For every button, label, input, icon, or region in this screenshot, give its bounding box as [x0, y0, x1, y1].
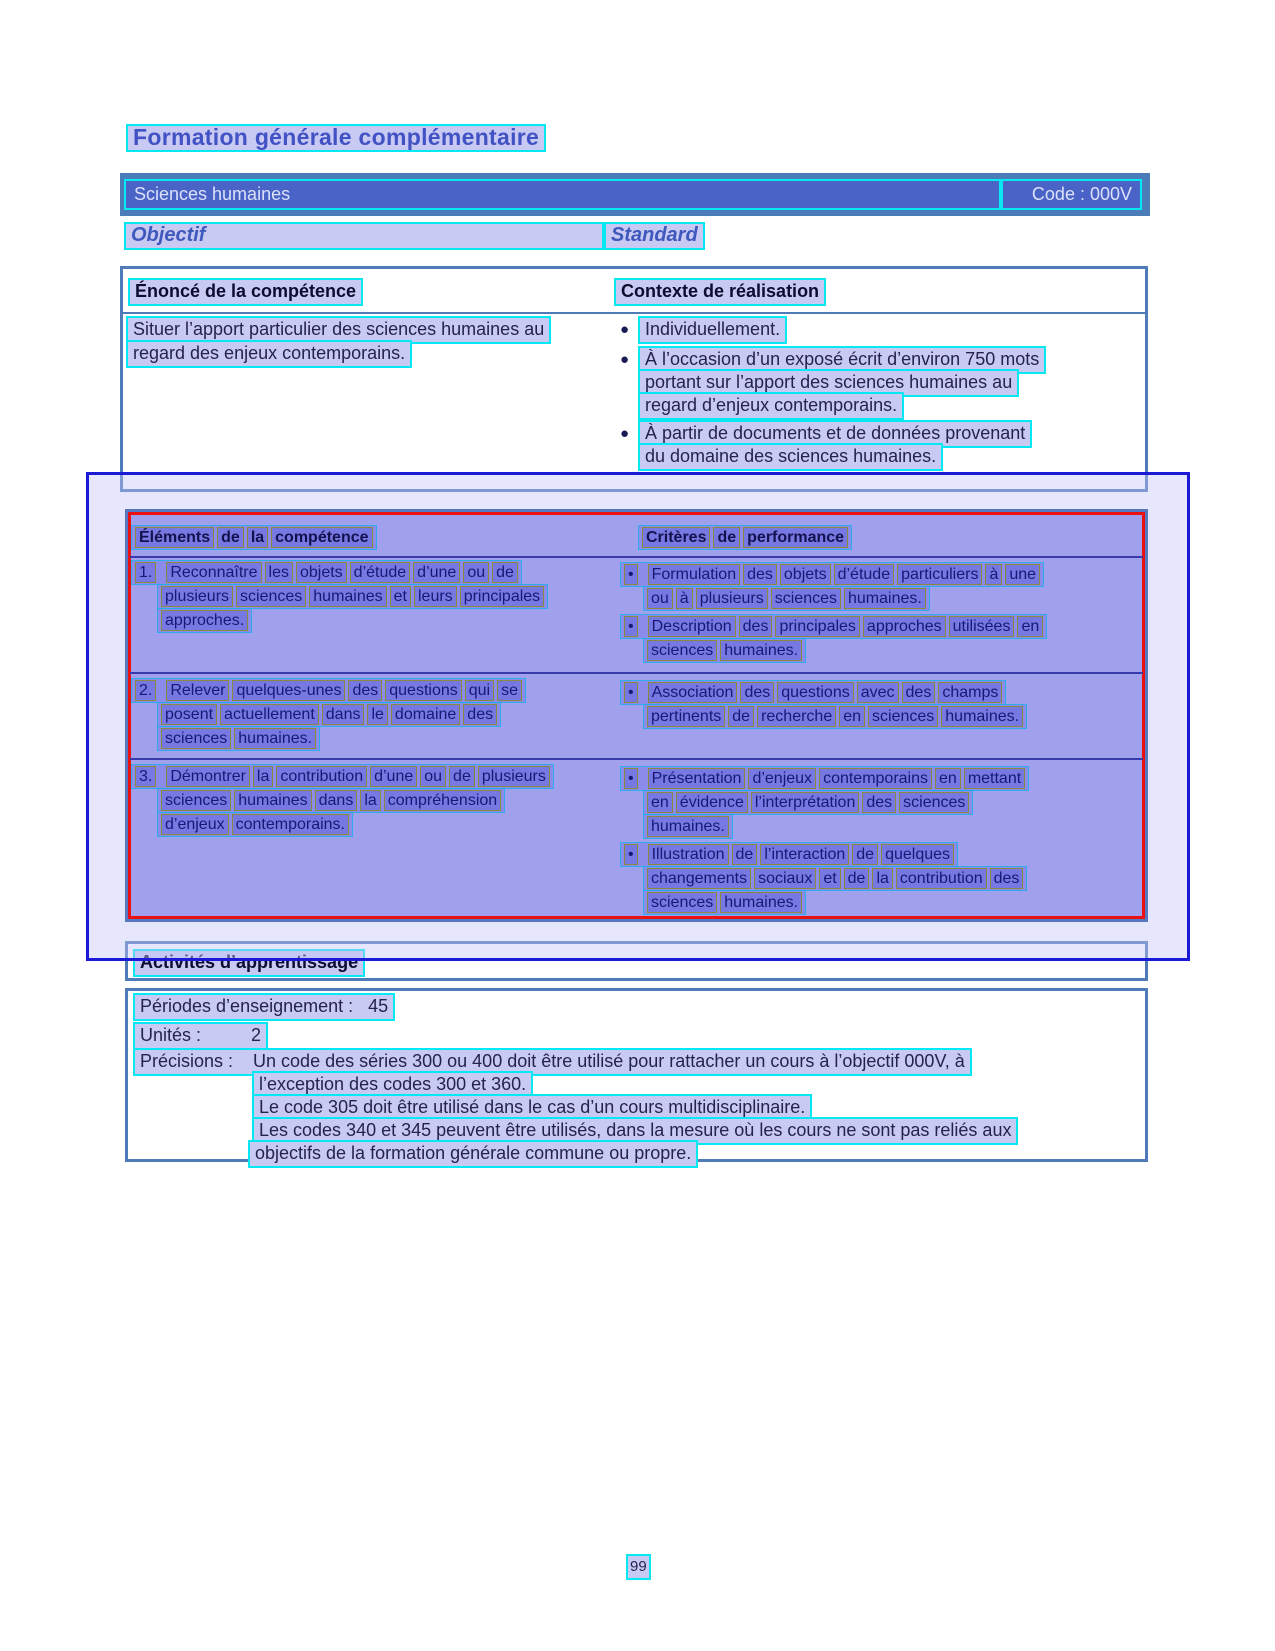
row-divider: [130, 758, 1143, 760]
criteria-line: ou à plusieurs sciences humaines.: [643, 586, 930, 611]
page-number: [626, 1554, 651, 1580]
element-line: sciences humaines.: [157, 726, 320, 751]
context-bullet-line: À l’occasion d’un exposé écrit d’environ 750 mots: [638, 346, 1046, 374]
competence-header-right: Contexte de réalisation: [614, 278, 826, 306]
activities-details-box: [125, 988, 1148, 1162]
criteria-line: • Description des principales approches utilisées en: [620, 614, 1047, 639]
header-divider: [130, 556, 1143, 558]
heading-objectif: Objectif: [124, 222, 604, 250]
competence-header-left: Énoncé de la compétence: [128, 278, 363, 306]
context-bullet-line: du domaine des sciences humaines.: [638, 443, 943, 471]
elements-table: [125, 509, 1148, 922]
element-line: plusieurs sciences humaines et leurs principales: [157, 584, 548, 609]
elements-header-right: Critères de performance: [638, 525, 852, 550]
element-line: 2. Relever quelques-unes des questions qui se: [131, 678, 526, 703]
criteria-line: • Illustration de l’interaction de quelques: [620, 842, 958, 867]
heading-standard: Standard: [604, 222, 705, 250]
criteria-line: sciences humaines.: [643, 890, 806, 915]
units-line: Unités : 2: [133, 1022, 268, 1050]
row-divider: [130, 672, 1143, 674]
context-bullet-line: À partir de documents et de données provenant: [638, 420, 1032, 448]
precisions-line: Précisions : Un code des séries 300 ou 400 doit être utilisé pour rattacher un cours à l’objectif 000V, à: [133, 1048, 972, 1076]
criteria-line: • Formulation des objets d’étude particuliers à une: [620, 562, 1044, 587]
criteria-line: sciences humaines.: [643, 638, 806, 663]
criteria-line: en évidence l’interprétation des sciences: [643, 790, 973, 815]
section-headings: [124, 222, 705, 250]
context-bullet-line: Individuellement.: [638, 316, 787, 344]
element-line: approches.: [157, 608, 252, 633]
bullet-icon: ●: [620, 321, 630, 338]
precisions-line: objectifs de la formation générale commune ou propre.: [248, 1140, 698, 1168]
element-line: d’enjeux contemporains.: [157, 812, 353, 837]
criteria-line: pertinents de recherche en sciences humaines.: [643, 704, 1027, 729]
precisions-line: Les codes 340 et 345 peuvent être utilisés, dans la mesure où les cours ne sont pas reliés aux: [252, 1117, 1018, 1145]
context-bullet-line: regard d’enjeux contemporains.: [638, 392, 904, 420]
banner-code: Code : 000V: [1001, 179, 1142, 210]
subject-banner: [120, 173, 1150, 216]
periods-line: Périodes d’enseignement : 45: [133, 993, 395, 1021]
element-line: 3. Démontrer la contribution d’une ou de plusieurs: [131, 764, 554, 789]
element-line: posent actuellement dans le domaine des: [157, 702, 501, 727]
banner-subject: Sciences humaines: [124, 179, 1001, 210]
statement-line: Situer l’apport particulier des sciences humaines au: [126, 316, 551, 344]
statement-line: regard des enjeux contemporains.: [126, 340, 412, 368]
bullet-icon: ●: [620, 351, 630, 368]
element-line: sciences humaines dans la compréhension: [157, 788, 505, 813]
criteria-line: changements sociaux et de la contribution des: [643, 866, 1027, 891]
precisions-line: Le code 305 doit être utilisé dans le cas d’un cours multidisciplinaire.: [252, 1094, 812, 1122]
precisions-line: l’exception des codes 300 et 360.: [252, 1071, 533, 1099]
bullet-icon: ●: [620, 425, 630, 442]
criteria-line: humaines.: [643, 814, 733, 839]
activities-header-box: [125, 941, 1148, 981]
criteria-line: • Présentation d’enjeux contemporains en mettant: [620, 766, 1029, 791]
page-number-text: 99: [626, 1554, 651, 1580]
elements-header-left: Éléments de la compétence: [131, 525, 377, 550]
criteria-line: • Association des questions avec des champs: [620, 680, 1006, 705]
header-divider: [123, 312, 1145, 314]
page-title: [126, 124, 546, 152]
context-bullet-line: portant sur l’apport des sciences humaines au: [638, 369, 1019, 397]
activities-header: Activités d’apprentissage: [133, 949, 365, 977]
element-line: 1. Reconnaître les objets d’étude d’une ou de: [131, 560, 522, 585]
page-title-text: Formation générale complémentaire: [126, 124, 546, 152]
competence-table: [120, 266, 1148, 492]
